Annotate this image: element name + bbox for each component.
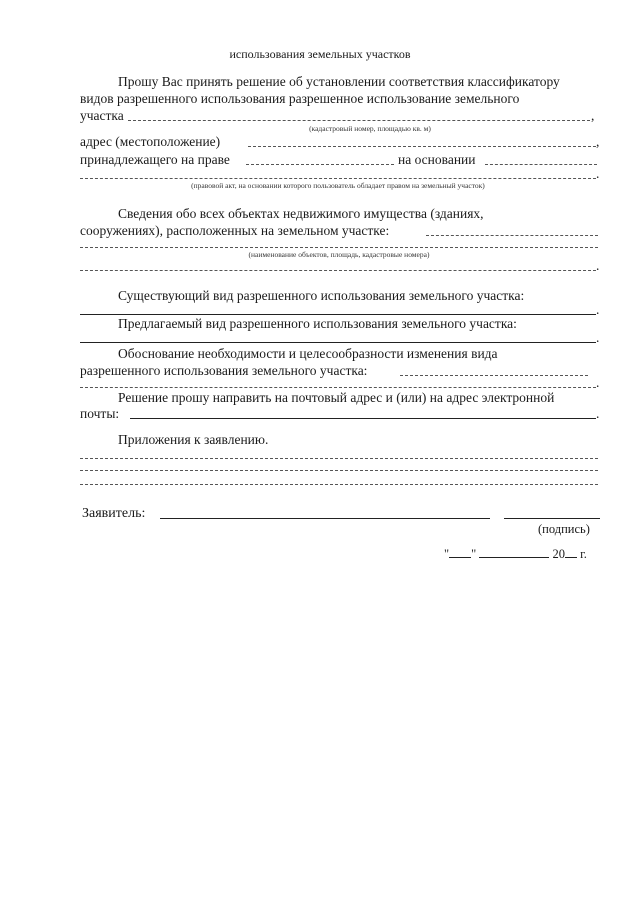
buildings-field-3[interactable] bbox=[80, 270, 596, 271]
applicant-name-field[interactable] bbox=[160, 518, 490, 519]
legal-act-field-end: . bbox=[596, 166, 600, 181]
attachments-field-3[interactable] bbox=[80, 484, 598, 485]
date-quote-close: " bbox=[471, 547, 477, 561]
proposed-use-field[interactable] bbox=[80, 342, 596, 343]
request-line-2: видов разрешенного использования разрешенное использование земельного bbox=[80, 91, 520, 106]
date-year-field[interactable] bbox=[565, 546, 577, 558]
signature-caption: (подпись) bbox=[538, 522, 590, 536]
owner-right-label: принадлежащего на праве bbox=[80, 152, 230, 167]
date-line bbox=[444, 546, 587, 562]
buildings-line-2: сооружениях), расположенных на земельном участке: bbox=[80, 223, 390, 238]
buildings-end: . bbox=[596, 258, 600, 273]
cadastral-caption: (кадастровый номер, площадью кв. м) bbox=[309, 124, 431, 133]
justification-line-1: Обоснование необходимости и целесообразности изменения вида bbox=[118, 346, 498, 361]
attachments-field-1[interactable] bbox=[80, 458, 598, 459]
parcel-label: участка bbox=[80, 108, 124, 123]
date-month-field[interactable] bbox=[479, 546, 549, 558]
legal-act-field[interactable] bbox=[80, 178, 596, 179]
date-quote-open: " bbox=[444, 547, 450, 561]
request-line-1: Прошу Вас принять решение об установлении соответствия классификатору bbox=[118, 74, 560, 89]
date-year-prefix: 20 bbox=[552, 547, 565, 561]
delivery-address-field[interactable] bbox=[130, 418, 596, 419]
request-line-3 bbox=[80, 108, 124, 124]
justification-line-2: разрешенного использования земельного участка: bbox=[80, 363, 368, 378]
cadastral-field[interactable] bbox=[128, 120, 590, 121]
buildings-field-2[interactable] bbox=[80, 247, 598, 248]
date-day-field[interactable] bbox=[449, 546, 471, 558]
proposed-use-label: Предлагаемый вид разрешенного использования земельного участка: bbox=[118, 316, 517, 331]
existing-use-label: Существующий вид разрешенного использования земельного участка: bbox=[118, 288, 525, 303]
cadastral-field-end: , bbox=[591, 108, 595, 123]
delivery-line-2: почты: bbox=[80, 406, 120, 421]
address-field-end: , bbox=[596, 134, 600, 149]
ownership-right-field[interactable] bbox=[246, 164, 394, 165]
delivery-line-1: Решение прошу направить на почтовый адрес и (или) на адрес электронной bbox=[118, 390, 555, 405]
justification-end: . bbox=[596, 375, 600, 390]
justification-field-1[interactable] bbox=[400, 375, 588, 376]
buildings-line-1: Сведения обо всех объектах недвижимого имущества (зданиях, bbox=[118, 206, 484, 221]
delivery-end: . bbox=[596, 406, 600, 421]
attachments-label: Приложения к заявлению. bbox=[118, 432, 269, 447]
applicant-label: Заявитель: bbox=[82, 506, 146, 521]
address-field[interactable] bbox=[248, 146, 596, 147]
attachments-field-2[interactable] bbox=[80, 470, 598, 471]
legal-act-caption: (правовой акт, на основании которого пользователь обладает правом на земельный участок) bbox=[191, 181, 485, 190]
existing-use-end: . bbox=[596, 302, 600, 317]
signature-field[interactable] bbox=[504, 518, 600, 519]
basis-label: на основании bbox=[398, 152, 476, 167]
basis-field[interactable] bbox=[485, 164, 597, 165]
document-title: использования земельных участков bbox=[229, 47, 411, 61]
buildings-field-1[interactable] bbox=[426, 235, 598, 236]
address-label: адрес (местоположение) bbox=[80, 134, 221, 149]
date-year-suffix: г. bbox=[580, 547, 587, 561]
existing-use-field[interactable] bbox=[80, 314, 596, 315]
justification-field-2[interactable] bbox=[80, 387, 596, 388]
buildings-caption: (наименование объектов, площадь, кадастровые номера) bbox=[248, 250, 430, 259]
proposed-use-end: . bbox=[596, 330, 600, 345]
